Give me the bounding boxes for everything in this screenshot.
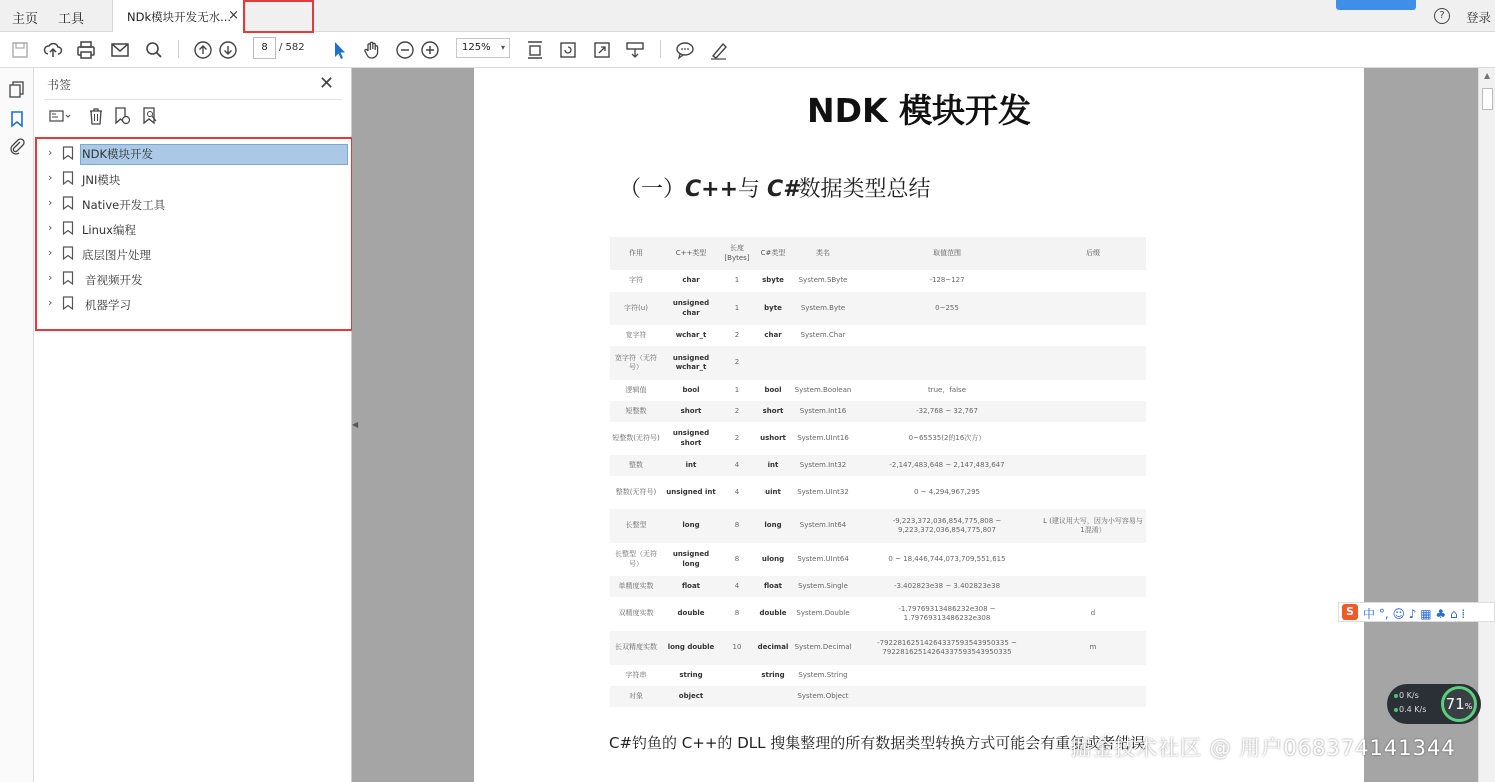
- home-menu[interactable]: 主页: [12, 12, 39, 27]
- data-type-table: [610, 237, 1146, 707]
- bookmark-label: Linux编程: [82, 223, 136, 237]
- close-panel-icon[interactable]: ✕: [319, 73, 335, 94]
- delete-bookmark-icon[interactable]: [86, 106, 106, 126]
- table-row: 宽字符 wchar_t 2 char System.Char: [625, 330, 846, 339]
- bookmark-panel-icon[interactable]: [8, 110, 26, 128]
- bookmark-item[interactable]: [45, 143, 345, 165]
- document-heading: NDK 模块开发: [806, 91, 1032, 130]
- comment-icon[interactable]: [674, 39, 696, 61]
- chevron-right-icon[interactable]: ›: [48, 271, 53, 284]
- chevron-right-icon[interactable]: ›: [48, 171, 53, 184]
- table-row: 短整数(无符号) unsigned short 2 ushort System.UInt16 0~65535(2的16次方）: [612, 429, 986, 447]
- table-row: 字符(u) unsigned char 1 byte System.Byte 0~255: [610, 292, 1146, 325]
- bookmark-options-icon[interactable]: [48, 106, 68, 126]
- toolbar-divider: [178, 40, 179, 58]
- table-row: 整数(无符号) unsigned int 4 uint System.UInt32 0 ~ 4,294,967,295: [615, 487, 980, 496]
- rotate-page-icon[interactable]: [557, 39, 579, 61]
- table-row: 双精度实数 double 8 double System.Double -1.79769313486232e308 ~ 1.79769313486232e308 d: [618, 604, 1096, 622]
- scroll-up-icon[interactable]: ▲: [1484, 71, 1491, 80]
- network-speed-widget[interactable]: [1387, 684, 1481, 724]
- page-number-highlight: [243, 0, 314, 33]
- document-paragraph: C#钓鱼的 C++的 DLL 搜集整理的所有数据类型转换方式可能会有重复或者错误: [609, 734, 1146, 752]
- bookmark-list: [35, 137, 353, 331]
- bookmark-item[interactable]: [45, 193, 345, 215]
- page-thumbnails-icon[interactable]: [8, 80, 26, 98]
- table-row: 对象 object System.Object: [610, 686, 1146, 707]
- tools-menu[interactable]: 工具: [58, 12, 85, 27]
- zoom-in-icon[interactable]: [419, 39, 441, 61]
- chevron-right-icon[interactable]: ›: [48, 246, 53, 259]
- bookmark-label: JNI模块: [82, 173, 121, 187]
- add-bookmark-icon[interactable]: [112, 106, 132, 126]
- section-heading: （一）C++与 C#数据类型总结: [619, 177, 931, 202]
- table-row: 逻辑值 bool 1 bool System.Boolean true，false: [625, 385, 967, 394]
- fit-page-icon[interactable]: [524, 39, 546, 61]
- table-row: 宽字符（无符号） unsigned wchar_t 2: [610, 346, 1146, 380]
- panel-divider: [44, 99, 342, 100]
- table-header-row: 作用 C++类型 长度[Bytes] C#类型 类名 取值范围 后缀: [610, 237, 1146, 270]
- document-tab[interactable]: [112, 0, 246, 33]
- bookmark-icon: [62, 171, 74, 185]
- fullscreen-icon[interactable]: [591, 39, 613, 61]
- email-icon[interactable]: [109, 39, 131, 61]
- upload-indicator-icon: [1394, 694, 1398, 698]
- bookmark-label: 机器学习: [85, 298, 131, 312]
- previous-page-icon[interactable]: [192, 39, 214, 61]
- bookmark-icon: [62, 221, 74, 235]
- bookmark-label: 音视频开发: [85, 273, 143, 287]
- read-mode-icon[interactable]: [624, 39, 646, 61]
- chevron-right-icon[interactable]: ›: [48, 146, 53, 159]
- watermark: 掘金技术社区 @ 用户068374141344: [1070, 736, 1456, 760]
- bookmark-item[interactable]: [45, 218, 345, 240]
- chevron-right-icon[interactable]: ›: [48, 221, 53, 234]
- table-row: 整数 int 4 int System.Int32 -2,147,483,648 ~ 2,147,483,647: [610, 455, 1146, 476]
- download-indicator-icon: [1394, 708, 1398, 712]
- bookmark-label: Native开发工具: [82, 198, 166, 212]
- help-icon[interactable]: ?: [1434, 8, 1450, 24]
- toolbar-divider: [660, 40, 661, 58]
- bookmark-item[interactable]: [45, 268, 345, 290]
- table-row: 长双精度实数 long double 10 decimal System.Decimal -79228162514264337593543950335 ~ 79228162514264337593543950335 m: [610, 631, 1146, 665]
- close-tab-icon[interactable]: ×: [228, 8, 239, 23]
- zoom-out-icon[interactable]: [394, 39, 416, 61]
- search-icon[interactable]: [143, 39, 165, 61]
- bookmark-item[interactable]: [45, 293, 345, 315]
- input-method-bar[interactable]: [1338, 602, 1495, 622]
- page-number-input[interactable]: 8: [253, 37, 276, 59]
- chevron-right-icon[interactable]: ›: [48, 196, 53, 209]
- bookmark-item[interactable]: [45, 243, 345, 265]
- bookmark-search-icon[interactable]: [140, 106, 160, 126]
- side-rail: [0, 68, 34, 782]
- table-row: 字符 char 1 sbyte System.SByte -128~127: [629, 276, 965, 285]
- hand-tool-icon[interactable]: [361, 39, 383, 61]
- table-row: 单精度实数 float 4 float System.Single -3.402823e38 ~ 3.402823e38: [610, 576, 1146, 597]
- print-icon[interactable]: [75, 39, 97, 61]
- ime-logo-icon: S: [1342, 604, 1358, 620]
- highlight-pen-icon[interactable]: [708, 39, 730, 61]
- chevron-down-icon: ▾: [500, 43, 505, 52]
- bookmark-panel-title: 书签: [47, 78, 72, 92]
- bookmark-label: 底层图片处理: [82, 248, 151, 262]
- vertical-scrollbar[interactable]: [1478, 68, 1495, 782]
- zoom-value: 125%: [462, 42, 491, 53]
- table-row: 长整型 long 8 long System.Int64 -9,223,372,036,854,775,808 ~ 9,223,372,036,854,775,807 L (建议用大写，因为小写容易与1混淆）: [610, 509, 1146, 543]
- bookmark-item[interactable]: [45, 168, 345, 190]
- tab-bar: [0, 0, 1495, 32]
- next-page-icon[interactable]: [217, 39, 239, 61]
- collapse-panel-handle[interactable]: ◀: [352, 420, 359, 429]
- table-row: 长整型（无符号） unsigned long 8 ulong System.UInt64 0 ~ 18,446,744,073,709,551,615: [615, 550, 1006, 568]
- bookmark-panel: [34, 68, 352, 782]
- save-icon[interactable]: [9, 39, 31, 61]
- download-speed: 0.4 K/s: [1399, 705, 1427, 714]
- cloud-upload-button[interactable]: [1336, 0, 1416, 10]
- bookmark-icon: [62, 296, 74, 310]
- table-row: 字符串 string string System.String: [625, 670, 848, 679]
- ime-toolbar-icons[interactable]: 中 °, ☺ ♪ ▦ ♣ ⌂ ⁞: [1363, 607, 1466, 621]
- chevron-right-icon[interactable]: ›: [48, 296, 53, 309]
- attachment-icon[interactable]: [8, 137, 26, 155]
- bookmark-icon: [62, 196, 74, 210]
- bookmark-icon: [62, 271, 74, 285]
- upload-speed: 0 K/s: [1399, 691, 1419, 700]
- document-page: [474, 68, 1364, 782]
- bookmark-icon: [62, 246, 74, 260]
- select-cursor-icon[interactable]: [328, 39, 350, 61]
- bookmark-label: NDK模块开发: [80, 144, 348, 165]
- document-tab-title: NDk模块开发无水...: [127, 10, 232, 24]
- bookmark-icon: [62, 146, 74, 160]
- page-total: / 582: [279, 42, 305, 53]
- scrollbar-thumb[interactable]: [1482, 88, 1493, 110]
- zoom-select[interactable]: [456, 38, 510, 58]
- login-link[interactable]: 登录: [1466, 10, 1492, 25]
- memory-usage-gauge: 71%: [1441, 686, 1477, 722]
- upload-icon[interactable]: [42, 39, 64, 61]
- table-row: 短整数 short 2 short System.Int16 -32,768 ~ 32,767: [610, 401, 1146, 422]
